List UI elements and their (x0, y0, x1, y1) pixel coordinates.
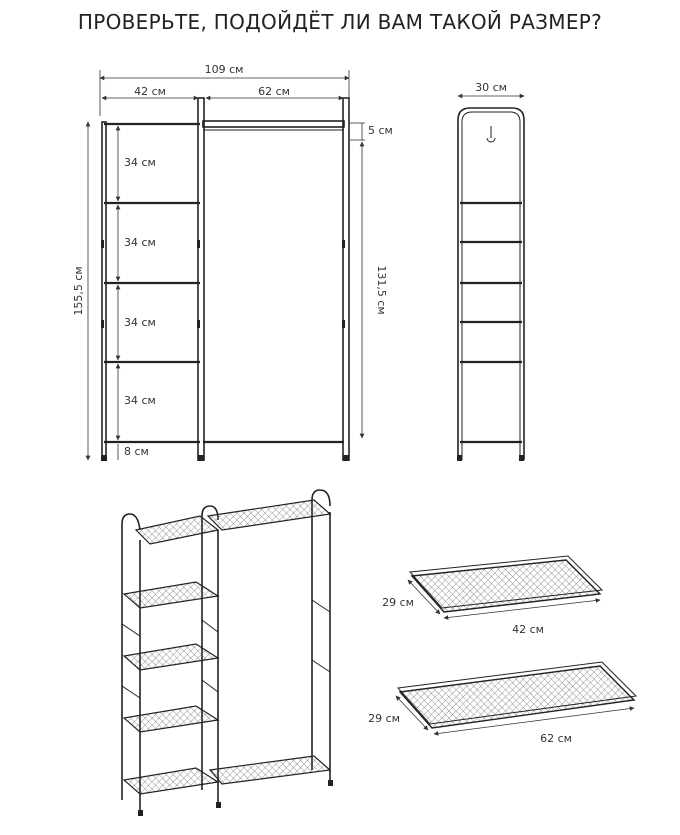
dim-shelf-gap-4: 34 см (124, 394, 156, 407)
dim-shelf-62-width: 62 см (540, 732, 572, 745)
front-view (72, 63, 393, 461)
dim-right-width: 62 см (258, 85, 290, 98)
shelf-62 (368, 662, 636, 745)
dim-shelf-62-depth: 29 см (368, 712, 400, 725)
dim-top-gap: 5 см (368, 124, 393, 137)
perspective-bottom-shelf (210, 756, 330, 784)
front-left-post (102, 122, 106, 460)
dim-left-width: 42 см (134, 85, 166, 98)
dim-shelf-gap-1: 34 см (124, 156, 156, 169)
front-middle-post (198, 98, 204, 460)
dim-shelf-42-width: 42 см (512, 623, 544, 636)
dim-shelf-gap-2: 34 см (124, 236, 156, 249)
dim-total-width: 109 см (204, 63, 244, 76)
front-right-post (343, 98, 349, 460)
dim-bottom-gap: 8 см (124, 445, 149, 458)
dim-depth: 30 см (475, 81, 507, 94)
perspective-view (122, 490, 333, 816)
side-view (457, 81, 524, 461)
perspective-left-shelves (124, 516, 218, 794)
dim-shelf-42-depth: 29 см (382, 596, 414, 609)
dim-shelf-gap-3: 34 см (124, 316, 156, 329)
dim-rail-height: 131,5 см (375, 265, 388, 315)
shelf-42 (382, 556, 602, 636)
dim-total-height: 155,5 см (72, 266, 85, 316)
page-title: ПРОВЕРЬТЕ, ПОДОЙДЁТ ЛИ ВАМ ТАКОЙ РАЗМЕР? (77, 10, 603, 34)
